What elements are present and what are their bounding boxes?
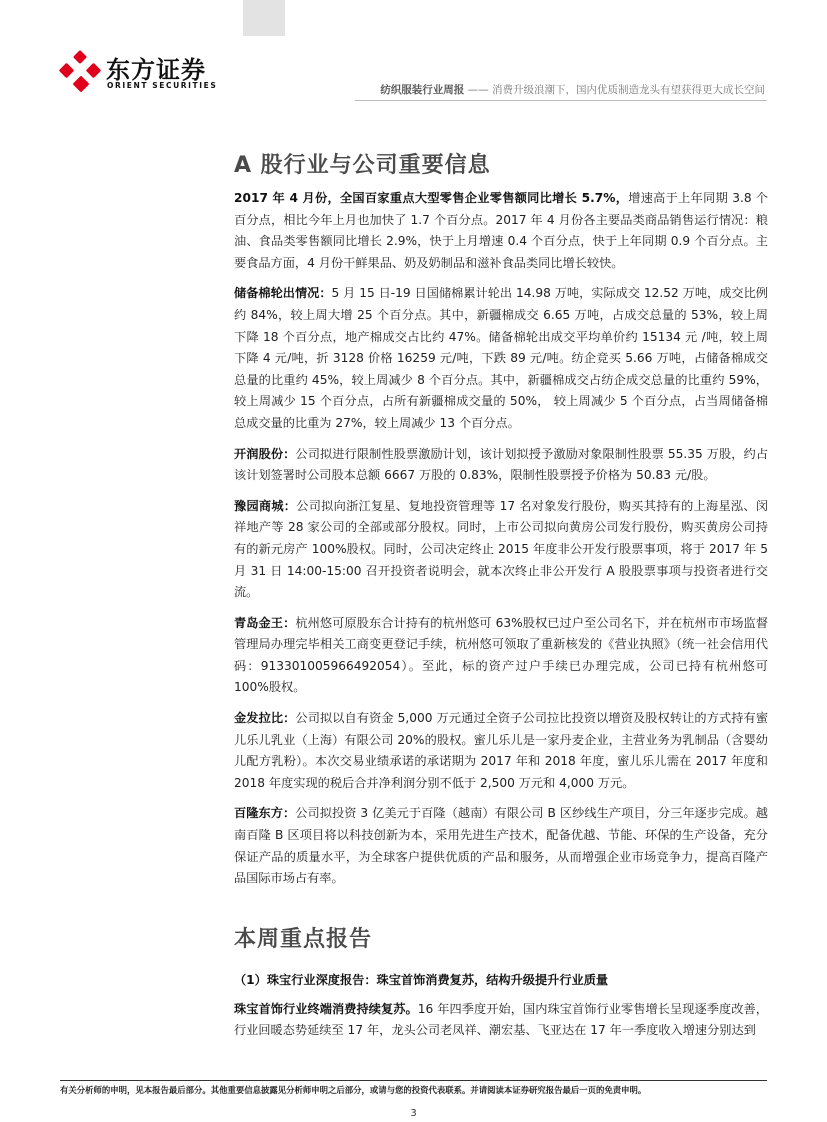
news-paragraph <box>234 613 768 699</box>
brand-logo <box>58 48 234 98</box>
news-lead: 储备棉轮出情况： <box>234 286 332 301</box>
report-subtitle: 消费升级浪潮下，国内优质制造龙头有望获得更大成长空间 <box>492 84 765 96</box>
header-separator: —— <box>464 84 492 96</box>
news-text: 16 年四季度开始，国内珠宝首饰行业零售增长呈现逐季度改善，行业回暖态势延续至 17 年，龙头公司老凤祥、潮宏基、飞亚达在 17 年一季度收入增速分别达到 <box>234 1001 768 1038</box>
report-body <box>234 148 768 1051</box>
brand-name-cn: 东方证券 <box>106 56 206 84</box>
page-number: 3 <box>410 1108 417 1119</box>
news-text: 杭州悠可原股东合计持有的杭州悠可 63%股权已过户至公司名下，并在杭州市市场监督管理局办理完毕相关工商变更登记手续，杭州悠可领取了重新核发的《营业执照》（统一社会信用代码：913301005966492054）。至此，标的资产过户手续已办理完成，公司已持有杭州悠可 100%股权。 <box>234 615 769 695</box>
news-paragraph <box>234 999 768 1042</box>
brand-name-en: ORIENT SECURITIES <box>107 81 218 90</box>
footer-disclaimer: 有关分析师的申明，见本报告最后部分。其他重要信息披露见分析师申明之后部分，或请与您的投资代表联系。并请阅读本证券研究报告最后一页的免责申明。 <box>60 1085 647 1095</box>
orient-logo-icon <box>58 50 102 94</box>
news-text: 公司拟投资 3 亿美元于百隆（越南）有限公司 B 区纱线生产项目，分三年逐步完成。越南百隆 B 区项目将以科技创新为本，采用先进生产技术，配备优越、节能、环保的生产设备，充分保证产品的质量水平，为全球客户提供优质的产品和服务，从而增强企业市场竞争力，提高百隆产品国际市场占有率。 <box>234 806 768 886</box>
news-paragraph <box>234 444 768 487</box>
section-title-weekly-report: 本周重点报告 <box>234 926 373 952</box>
news-paragraph <box>234 283 768 434</box>
header-gray-tab <box>243 0 285 36</box>
news-text: 公司拟进行限制性股票激励计划，该计划拟授予激励对象限制性股票 55.35 万股，约占该计划签署时公司股本总额 6667 万股的 0.83%，限制性股票授予价格为 50.83 元/股。 <box>234 446 769 483</box>
news-paragraph <box>234 496 768 604</box>
news-lead: 珠宝首饰行业终端消费持续复苏。 <box>234 1001 418 1016</box>
news-lead: 豫园商城： <box>234 498 297 513</box>
news-lead: 金发拉比： <box>234 711 296 726</box>
report-subtitle-jewelry: （1）珠宝行业深度报告：珠宝首饰消费复苏，结构升级提升行业质量 <box>234 972 609 987</box>
footer-divider <box>60 1080 767 1081</box>
news-text: 增速高于上年同期 3.8 个百分点，相比今年上月也加快了 1.7 个百分点。2017 年 4 月份各主要品类商品销售运行情况：粮油、食品类零售额同比增长 2.9%，快于上月增速 0.4 个百分点，快于上年同期 0.9 个百分点。主要食品方面，4 月份干鲜果品、奶及奶制品和滋补食品类同比增长较快。 <box>234 191 768 270</box>
report-header <box>355 82 765 97</box>
news-text: 5 月 15 日-19 日国储棉累计轮出 14.98 万吨，实际成交 12.52 万吨，成交比例约 84%，较上周大增 25 个百分点。其中，新疆棉成交 6.65 万吨，占成交总量的 53%，较上周下降 18 个百分点，地产棉成交占比约 47%。储备棉轮出成交平均单价约 15134 元 /吨，较上周下降 4 元/吨，折 3128 价格 16259 元/吨，下跌 89 元/吨。纺企竞买 5.66 万吨，占储备棉成交总量的比重约 45%，较上周减少 8 个百分点。其中，新疆棉成交占纺企成交总量的比重约 59%，较上周减少 15 个百分点，占所有新疆棉成交量的 50%， 较上周减少 5 个百分点，占当周储备棉总成交量的比重为 27%，较上周减少 13 个百分点。 <box>234 286 768 430</box>
news-paragraph <box>234 708 768 794</box>
report-title: 纺织服装行业周报 <box>380 84 465 96</box>
news-paragraph <box>234 803 768 889</box>
news-text: 公司拟以自有资金 5,000 万元通过全资子公司拉比投资以增资及股权转让的方式持有蜜儿乐儿乳业（上海）有限公司 20%的股权。蜜儿乐儿是一家丹麦企业，主营业务为乳制品（含婴幼儿配方乳粉）。本次交易业绩承诺的承诺期为 2017 年和 2018 年度，蜜儿乐儿需在 2017 年度和 2018 年度实现的税后合并净利润分别不低于 2,500 万元和 4,000 万元。 <box>234 711 769 790</box>
news-lead: 百隆东方： <box>234 806 296 821</box>
section-title-a-share: A 股行业与公司重要信息 <box>234 153 491 178</box>
header-divider <box>355 100 767 101</box>
news-paragraph <box>234 188 768 274</box>
news-lead: 2017 年 4 月份，全国百家重点大型零售企业零售额同比增长 5.7%， <box>234 191 629 205</box>
news-lead: 青岛金王： <box>234 615 296 630</box>
news-text: 公司拟向浙江复星、复地投资管理等 17 名对象发行股份，购买其持有的上海星泓、闵祥地产等 28 家公司的全部或部分股权。同时，上市公司拟向黄房公司发行股份，购买黄房公司持有的新元房产 100%股权。同时，公司决定终止 2015 年度非公开发行股票事项，将于 2017 年 5 月 31 日 14:00-15:00 召开投资者说明会，就本次终止非公开发行 A 股股票事项与投资者进行交流。 <box>234 498 769 600</box>
news-lead: 开润股份： <box>234 446 296 461</box>
